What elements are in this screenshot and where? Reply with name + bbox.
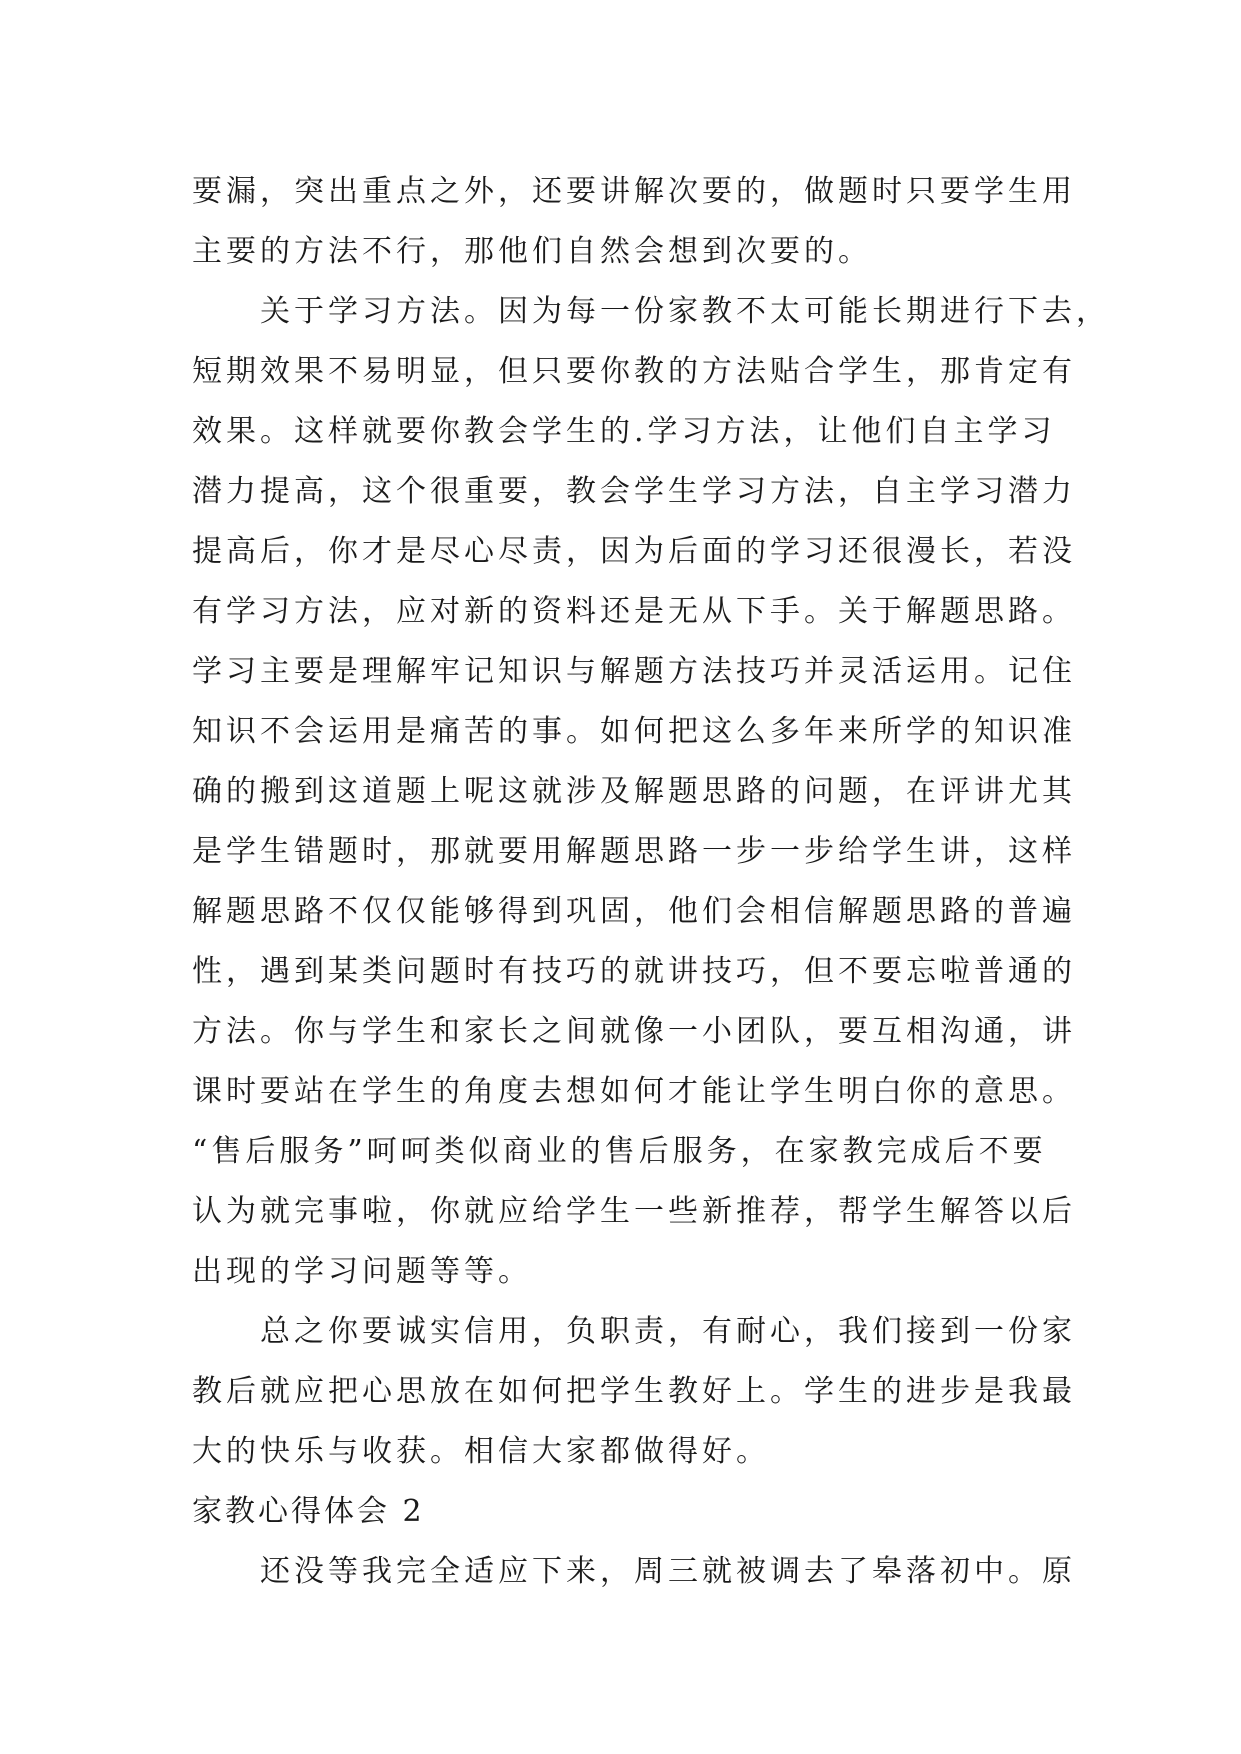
text-line: 效果。这样就要你教会学生的.学习方法，让他们自主学习: [192, 414, 1056, 449]
text-line: 提高后，你才是尽心尽责，因为后面的学习还很漫长，若没: [192, 534, 1076, 569]
text-line: 大的快乐与收获。相信大家都做得好。: [192, 1434, 770, 1469]
text-line: 是学生错题时，那就要用解题思路一步一步给学生讲，这样: [192, 834, 1076, 869]
text-line: 要漏，突出重点之外，还要讲解次要的，做题时只要学生用: [192, 174, 1076, 209]
text-line: 性，遇到某类问题时有技巧的就讲技巧，但不要忘啦普通的: [192, 954, 1076, 989]
text-line: “售后服务”呵呵类似商业的售后服务，在家教完成后不要: [192, 1134, 1047, 1169]
paragraph-start-line: 总之你要诚实信用，负职责，有耐心，我们接到一份家: [260, 1314, 1076, 1349]
text-line: 有学习方法，应对新的资料还是无从下手。关于解题思路。: [192, 594, 1076, 629]
text-line: 课时要站在学生的角度去想如何才能让学生明白你的意思。: [192, 1074, 1076, 1109]
paragraph-start-line: 关于学习方法。因为每一份家教不太可能长期进行下去，: [260, 294, 1110, 329]
text-line: 潜力提高，这个很重要，教会学生学习方法，自主学习潜力: [192, 474, 1076, 509]
text-line: 教后就应把心思放在如何把学生教好上。学生的进步是我最: [192, 1374, 1076, 1409]
text-line: 确的搬到这道题上呢这就涉及解题思路的问题，在评讲尤其: [192, 774, 1076, 809]
text-line: 短期效果不易明显，但只要你教的方法贴合学生，那肯定有: [192, 354, 1076, 389]
section-heading: 家教心得体会 2: [192, 1494, 425, 1529]
text-line: 方法。你与学生和家长之间就像一小团队，要互相沟通，讲: [192, 1014, 1076, 1049]
text-line: 认为就完事啦，你就应给学生一些新推荐，帮学生解答以后: [192, 1194, 1076, 1229]
text-line: 解题思路不仅仅能够得到巩固，他们会相信解题思路的普遍: [192, 894, 1076, 929]
text-line: 学习主要是理解牢记知识与解题方法技巧并灵活运用。记住: [192, 654, 1076, 689]
text-line: 知识不会运用是痛苦的事。如何把这么多年来所学的知识准: [192, 714, 1076, 749]
text-line: 出现的学习问题等等。: [192, 1254, 532, 1289]
body-text: [192, 162, 1110, 1602]
text-line: 主要的方法不行，那他们自然会想到次要的。: [192, 234, 872, 269]
paragraph-start-line: 还没等我完全适应下来，周三就被调去了皋落初中。原: [260, 1554, 1076, 1589]
